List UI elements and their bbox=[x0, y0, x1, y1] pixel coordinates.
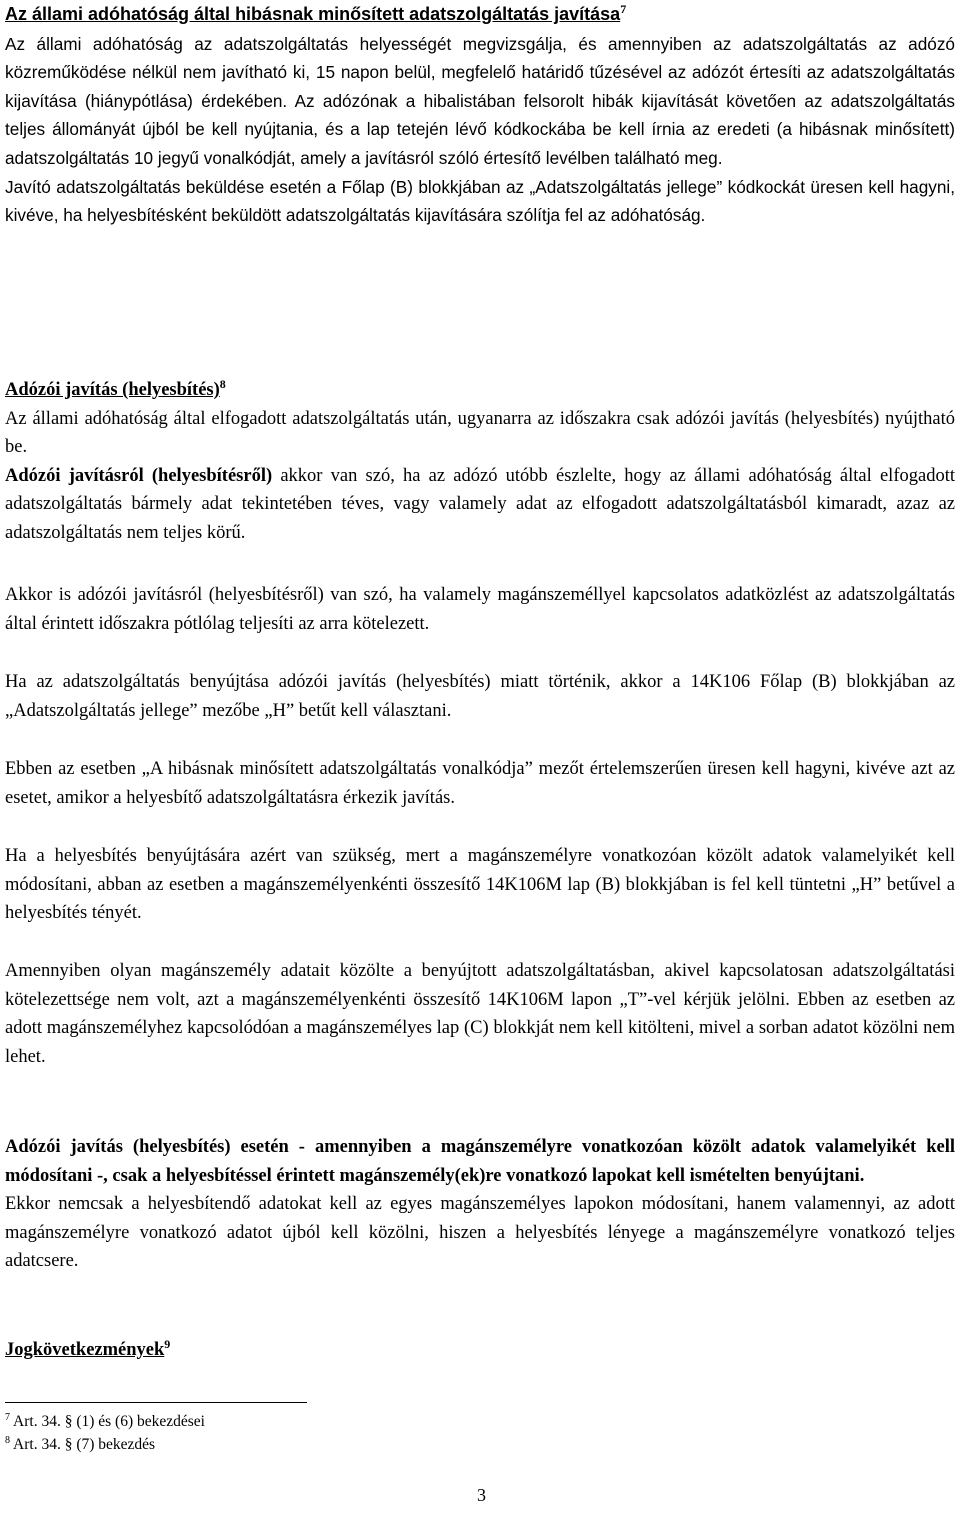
section-heading bbox=[5, 0, 955, 30]
paragraph-block bbox=[5, 957, 955, 1071]
heading-text: Az állami adóhatóság által hibásnak minősített adatszolgáltatás javítása bbox=[5, 4, 621, 24]
footnote-number: 8 bbox=[5, 1434, 10, 1446]
paragraph: Amennyiben olyan magánszemély adatait közölte a benyújtott adatszolgáltatásban, akivel kapcsolatosan adatszolgáltatási kötelezettsége nem volt, azt a magánszemélyenkénti összesítő 14K106M lapon „T”-vel kérjük jelölni. Ebben az esetben az adott magánszemélyhez kapcsolódóan a magánszemélyes lap (C) blokkját nem kell kitölteni, mivel a sorban adatot közölni nem lehet. bbox=[5, 961, 955, 1067]
bold-paragraph bbox=[5, 1133, 955, 1190]
bold-text: Adózói javítás (helyesbítés) esetén - amennyiben a magánszemélyre vonatkozóan közölt adatok valamelyikét kell módosítani -, csak a helyesbítéssel érintett magánszemély(ek)re vonatkozó lapokat kell ismételten benyújtani. bbox=[5, 1137, 955, 1186]
paragraph: Ebben az esetben „A hibásnak minősített adatszolgáltatás vonalkódja” mezőt értelemszerűen üresen kell hagyni, kivéve azt az esetet, amikor a helyesbítő adatszolgáltatásra érkezik javítás. bbox=[5, 759, 955, 808]
section-heading bbox=[5, 376, 955, 405]
footnote-ref: 8 bbox=[219, 376, 226, 391]
paragraph-block bbox=[5, 668, 955, 725]
paragraph: Akkor is adózói javításról (helyesbítésről) van szó, ha valamely magánszeméllyel kapcsolatos adatközlést az adatszolgáltatás által érintett időszakra pótlólag teljesíti az arra kötelezett. bbox=[5, 585, 955, 634]
heading-text: Adózói javítás (helyesbítés) bbox=[5, 380, 220, 400]
paragraph-block bbox=[5, 1133, 955, 1276]
paragraph-text: Az adózónak a hibalistában felsorolt hibák kijavítását követően az adatszolgáltatás teljes állományát újból be kell nyújtania, és a lap tetején lévő kódkockába be kell írnia az eredeti (a hibásnak minősített) adatszolgáltatás 10 jegyű vonalkódját, amely a javításról szóló értesítő levélben található meg. bbox=[5, 90, 955, 168]
paragraph-text: akkor van szó, ha az adózó utóbb észlelte, hogy az állami adóhatóság által elfogadott adatszolgáltatás bármely adat tekintetében téves, vagy valamely adat az elfogadott adatszolgáltatásból kimaradt, azaz az adatszolgáltatás nem teljes körű. bbox=[5, 465, 955, 543]
footnote-divider bbox=[5, 1402, 307, 1403]
section-hibas-javitas bbox=[5, 0, 955, 230]
footnote-text: Art. 34. § (7) bekezdés bbox=[13, 1436, 156, 1453]
paragraph-block bbox=[5, 581, 955, 638]
paragraph bbox=[5, 462, 955, 548]
footnote-ref: 9 bbox=[164, 1336, 171, 1351]
section-jogkovetkezmenyek bbox=[5, 1336, 955, 1365]
paragraph bbox=[5, 30, 955, 173]
paragraph-block bbox=[5, 755, 955, 812]
page-number: 3 bbox=[477, 1485, 486, 1505]
footnote-item bbox=[5, 1410, 205, 1433]
footnote-ref: 7 bbox=[620, 1, 627, 16]
paragraph-text: Az állami adóhatóság az adatszolgáltatás helyességét megvizsgálja, és amennyiben az adatszolgáltatás az adózó közreműködése nélkül nem javítható ki, 15 napon belül, megfelelő határidő tűzésével az adózót értesíti az adatszolgáltatás kijavítása (hiánypótlása) érdekében. bbox=[5, 33, 955, 111]
paragraph: Ekkor nemcsak a helyesbítendő adatokat kell az egyes magánszemélyes lapokon módosítani, hanem valamennyi, az adott magánszemélyre vonatkozó adatot újból kell közölni, hiszen a helyesbítés lényege a magánszemélyre vonatkozó teljes adatcsere. bbox=[5, 1194, 955, 1272]
bold-term: Adózói javításról (helyesbítésről) bbox=[5, 465, 273, 486]
paragraph: Ha az adatszolgáltatás benyújtása adózói javítás (helyesbítés) miatt történik, akkor a 14K106 Főlap (B) blokkjában az „Adatszolgáltatás jellege” mezőbe „H” betűt kell választani. bbox=[5, 672, 955, 721]
paragraph: Az állami adóhatóság által elfogadott adatszolgáltatás után, ugyanarra az időszakra csak adózói javítás (helyesbítés) nyújtható be. bbox=[5, 408, 955, 458]
paragraph: Javító adatszolgáltatás beküldése esetén a Főlap (B) blokkjában az „Adatszolgáltatás jellege” kódkockát üresen kell hagyni, kivéve, ha helyesbítésként beküldött adatszolgáltatás kijavítására szólítja fel az adóhatóság. bbox=[5, 176, 955, 226]
footnote-item bbox=[5, 1433, 205, 1456]
section-adozoi-javitas-heading bbox=[5, 376, 955, 548]
paragraph-block bbox=[5, 842, 955, 928]
section-heading bbox=[5, 1336, 955, 1365]
heading-text: Jogkövetkezmények bbox=[5, 1340, 165, 1360]
footnotes bbox=[5, 1410, 205, 1456]
footnote-number: 7 bbox=[5, 1411, 10, 1423]
footnote-text: Art. 34. § (1) és (6) bekezdései bbox=[13, 1413, 205, 1430]
paragraph: Ha a helyesbítés benyújtására azért van szükség, mert a magánszemélyre vonatkozóan közölt adatok valamelyikét kell módosítani, abban az esetben a magánszemélyenkénti összesítő 14K106M lap (B) blokkjában is fel kell tüntetni „H” betűvel a helyesbítés tényét. bbox=[5, 846, 955, 924]
